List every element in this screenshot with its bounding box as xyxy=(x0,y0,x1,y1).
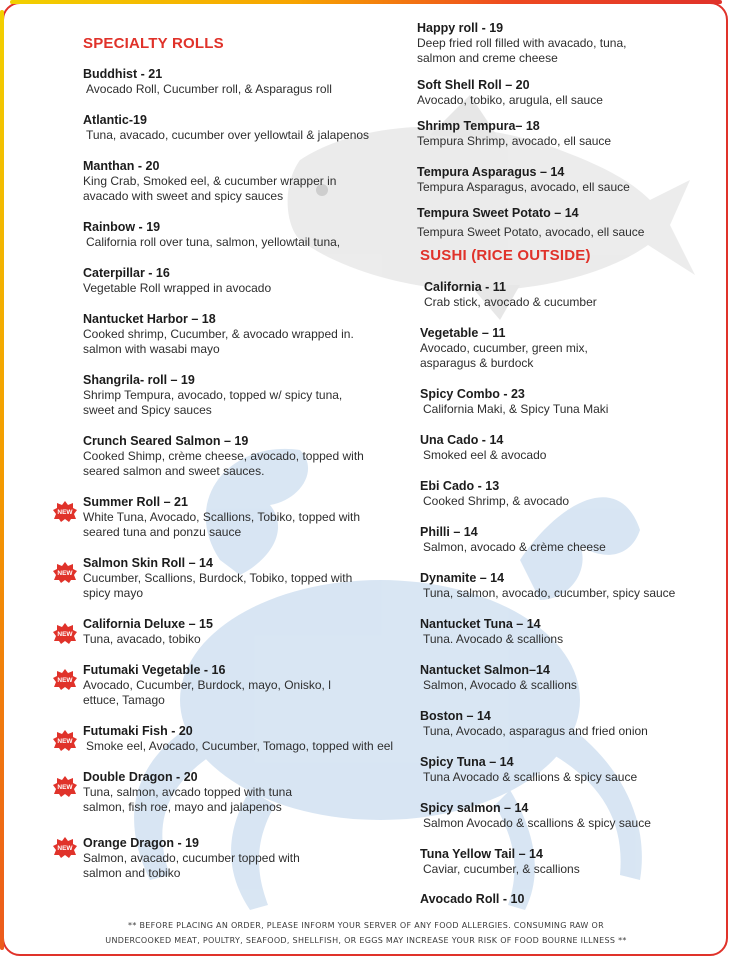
new-badge-icon xyxy=(52,500,78,522)
menu-item xyxy=(83,373,368,418)
menu-item xyxy=(417,206,677,240)
menu-item xyxy=(420,847,700,877)
menu-item xyxy=(417,119,677,149)
item-desc: Vegetable Roll wrapped in avocado xyxy=(83,281,272,295)
item-desc: Caviar, cucumber, & scallions xyxy=(423,862,580,876)
disclaimer-line-2: UNDERCOOKED MEAT, POULTRY, SEAFOOD, SHELLFISH, OR EGGS MAY INCREASE YOUR RISK OF FOOD BOURNE ILLNESS ** xyxy=(105,936,627,945)
item-desc: Cooked Shrimp, & avocado xyxy=(423,494,570,508)
item-desc: California Maki, & Spicy Tuna Maki xyxy=(423,402,609,416)
item-desc: California roll over tuna, salmon, yellowtail tuna, xyxy=(86,235,341,249)
item-desc: Tempura Asparagus, avocado, ell sauce xyxy=(417,180,630,194)
item-name: Crunch Seared Salmon – 19 xyxy=(83,434,249,448)
menu-item xyxy=(83,113,403,143)
item-desc: Tuna, Avocado, asparagus and fried onion xyxy=(423,724,648,738)
item-desc: Tuna Avocado & scallions & spicy sauce xyxy=(423,770,638,784)
item-name: Nantucket Harbor – 18 xyxy=(83,312,216,326)
badge-label: NEW xyxy=(57,738,73,745)
item-desc: Tuna, salmon, avocado, cucumber, spicy sauce xyxy=(423,586,676,600)
item-name: Spicy Combo - 23 xyxy=(420,387,525,401)
item-name: Rainbow - 19 xyxy=(83,220,161,234)
item-name: Dynamite – 14 xyxy=(420,571,505,585)
item-name: Summer Roll – 21 xyxy=(83,495,188,509)
item-desc: Crab stick, avocado & cucumber xyxy=(424,295,597,309)
item-desc: Salmon Avocado & scallions & spicy sauce xyxy=(423,816,651,830)
menu-item xyxy=(420,433,670,463)
item-name: Nantucket Tuna – 14 xyxy=(420,617,541,631)
item-name: Futumaki Vegetable - 16 xyxy=(83,663,226,677)
menu-item xyxy=(420,663,670,693)
item-desc: Deep fried roll filled with avacado, tuna, salmon and creme cheese xyxy=(417,36,627,65)
menu-item xyxy=(83,67,403,97)
item-desc: Tuna, salmon, avcado topped with tuna salmon, fish roe, mayo and jalapenos xyxy=(83,785,293,814)
item-name: Tempura Sweet Potato – 14 xyxy=(417,206,579,220)
item-desc: Tuna, avacado, cucumber over yellowtail & jalapenos xyxy=(86,128,370,142)
new-badge-icon xyxy=(52,729,78,751)
item-desc: Tuna. Avocado & scallions xyxy=(423,632,564,646)
item-name: Boston – 14 xyxy=(420,709,491,723)
item-name: Futumaki Fish - 20 xyxy=(83,724,193,738)
menu-item xyxy=(83,220,403,250)
item-desc: Salmon, avocado & crème cheese xyxy=(423,540,606,554)
item-desc: Tempura Sweet Potato, avocado, ell sauce xyxy=(417,225,645,239)
item-desc: Avocado Roll, Cucumber roll, & Asparagus roll xyxy=(86,82,332,96)
item-name: Spicy Tuna – 14 xyxy=(420,755,514,769)
menu-item xyxy=(420,617,670,647)
menu-item xyxy=(417,165,677,195)
menu-item xyxy=(420,326,620,371)
item-desc: Smoked eel & avocado xyxy=(423,448,547,462)
sushi-heading: SUSHI (RICE OUTSIDE) xyxy=(420,247,591,264)
menu-item xyxy=(420,387,670,417)
item-name: Salmon Skin Roll – 14 xyxy=(83,556,213,570)
item-desc: Salmon, avacado, cucumber topped with salmon and tobiko xyxy=(83,851,300,880)
menu-item xyxy=(424,280,664,310)
item-desc: Tempura Shrimp, avocado, ell sauce xyxy=(417,134,612,148)
menu-item xyxy=(83,724,403,754)
menu-item xyxy=(83,159,368,204)
item-name: Shrimp Tempura– 18 xyxy=(417,119,540,133)
menu-item xyxy=(420,571,700,601)
item-name: Shangrila- roll – 19 xyxy=(83,373,195,387)
menu-item xyxy=(83,312,368,357)
menu-item xyxy=(417,21,647,66)
menu-item xyxy=(417,78,677,108)
item-desc: Avocado, Cucumber, Burdock, mayo, Onisko, l ettuce, Tamago xyxy=(83,678,331,707)
item-name: Atlantic-19 xyxy=(83,113,147,127)
item-name: Orange Dragon - 19 xyxy=(83,836,199,850)
item-desc: Avocado, cucumber, green mix, asparagus & burdock xyxy=(420,341,588,370)
menu-item xyxy=(83,266,403,296)
menu-item xyxy=(83,617,403,647)
item-name: Una Cado - 14 xyxy=(420,433,504,447)
item-name: Double Dragon - 20 xyxy=(83,770,198,784)
specialty-rolls-heading: SPECIALTY ROLLS xyxy=(83,35,224,52)
badge-label: NEW xyxy=(57,570,73,577)
badge-label: NEW xyxy=(57,677,73,684)
disclaimer-line-1: ** BEFORE PLACING AN ORDER, PLEASE INFORM YOUR SERVER OF ANY FOOD ALLERGIES. CONSUMING RAW OR xyxy=(128,921,604,930)
item-name: Nantucket Salmon–14 xyxy=(420,663,550,677)
badge-label: NEW xyxy=(57,784,73,791)
menu-item xyxy=(420,709,700,739)
item-name: Happy roll - 19 xyxy=(417,21,504,35)
item-name: Avocado Roll - 10 xyxy=(420,892,525,906)
item-desc: Cooked Shimp, crème cheese, avocado, topped with seared salmon and sweet sauces. xyxy=(83,449,364,478)
allergy-disclaimer xyxy=(0,918,732,948)
new-badge-icon xyxy=(52,836,78,858)
item-desc: King Crab, Smoked eel, & cucumber wrapper in avacado with sweet and spicy sauces xyxy=(83,174,337,203)
item-desc: White Tuna, Avocado, Scallions, Tobiko, topped with seared tuna and ponzu sauce xyxy=(83,510,361,539)
menu-item xyxy=(83,770,323,815)
new-badge-icon xyxy=(52,561,78,583)
menu-item xyxy=(83,495,368,540)
menu-item xyxy=(420,801,700,831)
item-name: Caterpillar - 16 xyxy=(83,266,170,280)
badge-label: NEW xyxy=(57,509,73,516)
item-name: California Deluxe – 15 xyxy=(83,617,213,631)
item-name: Manthan - 20 xyxy=(83,159,160,173)
new-badge-icon xyxy=(52,668,78,690)
item-desc: Avocado, tobiko, arugula, ell sauce xyxy=(417,93,603,107)
item-name: Spicy salmon – 14 xyxy=(420,801,529,815)
menu-item xyxy=(83,836,303,881)
menu-item xyxy=(420,892,700,907)
item-name: Vegetable – 11 xyxy=(420,326,506,340)
new-badge-icon xyxy=(52,622,78,644)
item-desc: Cooked shrimp, Cucumber, & avocado wrapped in. salmon with wasabi mayo xyxy=(83,327,354,356)
menu-item xyxy=(83,434,368,479)
item-name: California - 11 xyxy=(424,280,506,294)
item-desc: Shrimp Tempura, avocado, topped w/ spicy tuna, sweet and Spicy sauces xyxy=(83,388,343,417)
item-name: Soft Shell Roll – 20 xyxy=(417,78,530,92)
item-desc: Salmon, Avocado & scallions xyxy=(423,678,577,692)
item-desc: Cucumber, Scallions, Burdock, Tobiko, topped with spicy mayo xyxy=(83,571,353,600)
menu-item xyxy=(83,556,368,601)
new-badge-icon xyxy=(52,775,78,797)
menu-item xyxy=(420,525,670,555)
menu-item xyxy=(420,755,700,785)
badge-label: NEW xyxy=(57,845,73,852)
item-name: Tuna Yellow Tail – 14 xyxy=(420,847,543,861)
item-desc: Tuna, avacado, tobiko xyxy=(83,632,201,646)
item-name: Buddhist - 21 xyxy=(83,67,163,81)
menu-item xyxy=(83,663,343,708)
item-desc: Smoke eel, Avocado, Cucumber, Tomago, topped with eel xyxy=(86,739,394,753)
item-name: Philli – 14 xyxy=(420,525,478,539)
item-name: Ebi Cado - 13 xyxy=(420,479,500,493)
menu-item xyxy=(420,479,670,509)
item-name: Tempura Asparagus – 14 xyxy=(417,165,565,179)
badge-label: NEW xyxy=(57,631,73,638)
